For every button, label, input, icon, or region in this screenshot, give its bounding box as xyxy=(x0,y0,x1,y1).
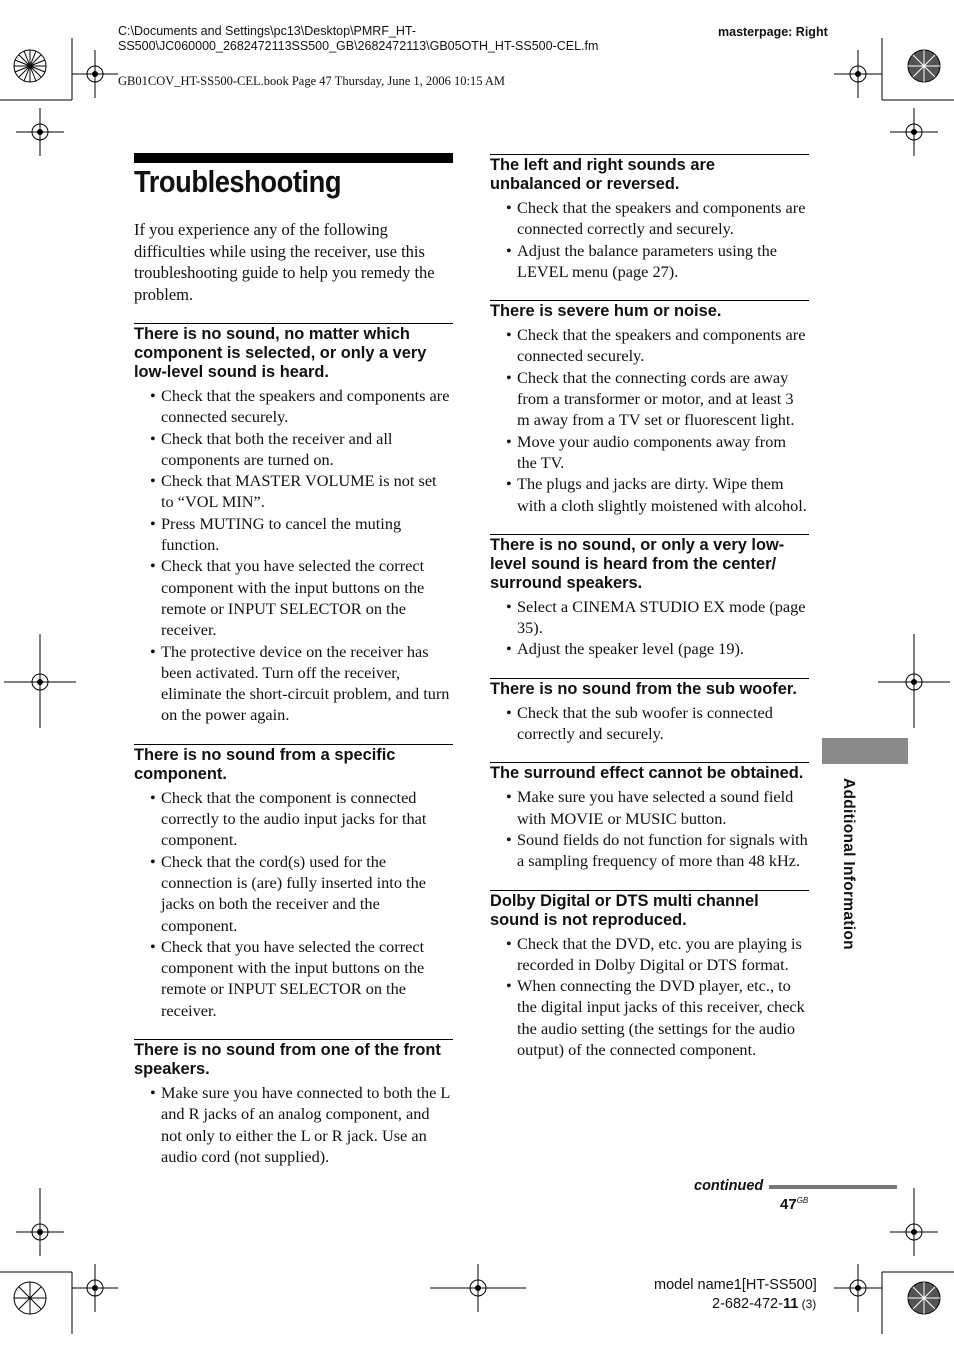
page-number xyxy=(780,1196,808,1213)
masterpage-label: masterpage: Right xyxy=(718,25,828,39)
remedy-item: • Check that you have selected the correct component with the input buttons on the remote or INPUT SELECTOR on the receiver. xyxy=(134,936,453,1021)
title-rule xyxy=(134,153,453,163)
right-sections xyxy=(490,154,809,1060)
part-number-prefix: 2-682-472- xyxy=(712,1296,783,1312)
remedy-list xyxy=(490,786,809,871)
remedy-list xyxy=(490,596,809,660)
section-heading: There is no sound, or only a very low-level sound is heard from the center/ surround speakers. xyxy=(490,535,785,592)
troubleshooting-section xyxy=(490,300,809,516)
book-info-line: GB01COV_HT-SS500-CEL.book Page 47 Thursday, June 1, 2006 10:15 AM xyxy=(118,74,506,88)
section-heading: The left and right sounds are unbalanced or reversed. xyxy=(490,156,715,193)
section-heading: Dolby Digital or DTS multi channel sound is not reproduced. xyxy=(490,891,759,929)
section-heading: There is no sound from the sub woofer. xyxy=(490,679,797,698)
remedy-item: • The protective device on the receiver has been activated. Turn off the receiver, eliminate the short-circuit problem, and turn on the power again. xyxy=(134,641,453,726)
crop-mark-mid-left xyxy=(0,630,80,730)
troubleshooting-section xyxy=(134,323,453,726)
page-number-suffix: GB xyxy=(796,1196,809,1205)
remedy-item: • Check that the connecting cords are away from a transformer or motor, and at least 3 m away from a TV set or fluorescent light. xyxy=(490,367,809,431)
part-number xyxy=(712,1296,816,1312)
side-tab-label: Additional Information xyxy=(840,778,857,950)
section-tab-marker xyxy=(822,738,908,764)
remedy-item: • Move your audio components away from the TV. xyxy=(490,431,809,474)
remedy-item: • Select a CINEMA STUDIO EX mode (page 35). xyxy=(490,596,809,639)
section-heading: There is no sound from a specific component. xyxy=(134,745,396,783)
remedy-list xyxy=(490,933,809,1061)
page-title: Troubleshooting xyxy=(134,164,342,199)
remedy-list xyxy=(134,385,453,726)
remedy-item: • When connecting the DVD player, etc., to the digital input jacks of this receiver, check the audio setting (the settings for the audio output) of the connected component. xyxy=(490,975,809,1060)
remedy-item: • Adjust the balance parameters using the LEVEL menu (page 27). xyxy=(490,240,809,283)
crop-mark-bottom-center xyxy=(428,1264,528,1324)
model-name: model name1[HT-SS500] xyxy=(654,1277,817,1293)
troubleshooting-section xyxy=(490,678,809,745)
continued-label: continued xyxy=(694,1178,764,1194)
troubleshooting-section xyxy=(490,890,809,1061)
remedy-list xyxy=(490,702,809,745)
remedy-item: • Check that the speakers and components are connected securely. xyxy=(134,385,453,428)
remedy-item: • Make sure you have selected a sound field with MOVIE or MUSIC button. xyxy=(490,786,809,829)
left-sections xyxy=(134,323,453,1167)
part-number-suffix: (3) xyxy=(798,1297,817,1311)
troubleshooting-section xyxy=(490,762,809,871)
remedy-item: • Check that the sub woofer is connected correctly and securely. xyxy=(490,702,809,745)
source-file-path: C:\Documents and Settings\pc13\Desktop\PMRF_HT-SS500\JC060000_2682472113SS500_GB\2682472113\GB05OTH_HT-SS500-CEL.fm xyxy=(118,24,599,53)
right-column xyxy=(490,154,809,1078)
remedy-item: • Adjust the speaker level (page 19). xyxy=(490,638,809,659)
crop-mark-bottom-left xyxy=(0,1184,140,1364)
remedy-list xyxy=(134,1082,453,1167)
remedy-item: • Press MUTING to cancel the muting function. xyxy=(134,513,453,556)
section-heading: The surround effect cannot be obtained. xyxy=(490,764,804,783)
remedy-item: • Check that the speakers and components are connected securely. xyxy=(490,324,809,367)
section-heading: There is severe hum or noise. xyxy=(490,302,722,321)
remedy-item: • Sound fields do not function for signals with a sampling frequency of more than 48 kHz. xyxy=(490,829,809,872)
crop-mark-bottom-right xyxy=(814,1184,954,1364)
section-heading: There is no sound from one of the front speakers. xyxy=(134,1041,441,1079)
remedy-item: • Check that you have selected the correct component with the input buttons on the remote or INPUT SELECTOR on the receiver. xyxy=(134,555,453,640)
troubleshooting-section xyxy=(490,154,809,282)
crop-mark-mid-right xyxy=(874,630,954,730)
remedy-list xyxy=(134,787,453,1021)
page-number-value: 47 xyxy=(780,1196,797,1213)
crop-mark-top-right xyxy=(814,0,954,180)
remedy-item: • Check that the cord(s) used for the connection is (are) fully inserted into the jacks on both the receiver and the component. xyxy=(134,851,453,936)
remedy-list xyxy=(490,324,809,516)
troubleshooting-section xyxy=(134,744,453,1021)
remedy-item: • Check that the DVD, etc. you are playing is recorded in Dolby Digital or DTS format. xyxy=(490,933,809,976)
remedy-item: • Make sure you have connected to both the L and R jacks of an analog component, and not only to either the L or R jack. Use an audio cord (not supplied). xyxy=(134,1082,453,1167)
part-number-revision: 11 xyxy=(782,1296,799,1312)
remedy-list xyxy=(490,197,809,282)
troubleshooting-section xyxy=(134,1039,453,1167)
section-heading: There is no sound, no matter which component is selected, or only a very low-level sound is heard. xyxy=(134,325,427,381)
remedy-item: • Check that both the receiver and all components are turned on. xyxy=(134,428,453,471)
troubleshooting-section xyxy=(490,534,809,660)
remedy-item: • Check that MASTER VOLUME is not set to “VOL MIN”. xyxy=(134,470,453,513)
remedy-item: • The plugs and jacks are dirty. Wipe them with a cloth slightly moistened with alcohol. xyxy=(490,473,809,516)
remedy-item: • Check that the speakers and components are connected correctly and securely. xyxy=(490,197,809,240)
left-column xyxy=(134,219,453,1185)
remedy-item: • Check that the component is connected correctly to the audio input jacks for that component. xyxy=(134,787,453,851)
crop-mark-top-left xyxy=(0,0,140,180)
intro-paragraph: If you experience any of the following difficulties while using the receiver, use this troubleshooting guide to help you remedy the problem. xyxy=(134,220,435,304)
